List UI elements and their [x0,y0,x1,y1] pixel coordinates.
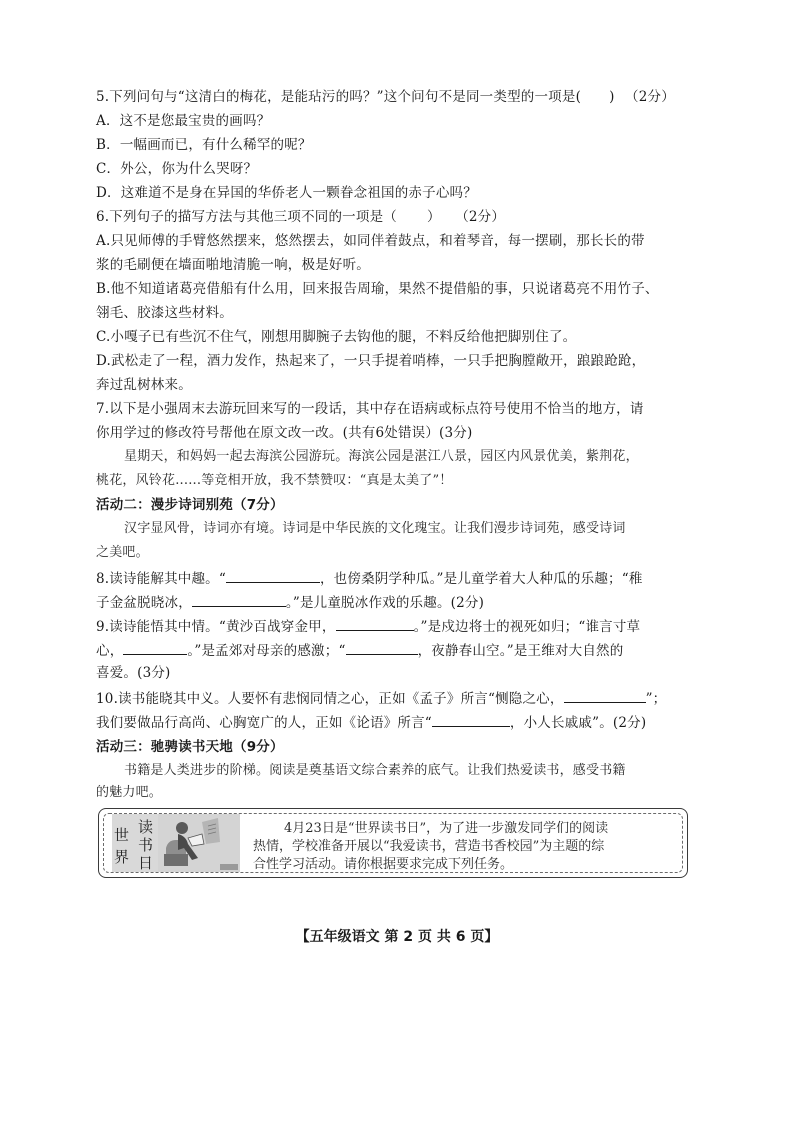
q7-passage-line: 星期天，和妈妈一起去海滨公园游玩。海滨公园是湛江八景，园区内风景优美，紫荆花， [124,449,639,464]
q6-stem-close: ） [426,209,441,225]
q8-text: 子金盆脱晓冰， [96,595,192,611]
world-book-day-logo [112,814,240,872]
q9-line-2 [96,640,623,660]
activity2-intro-line: 汉字显风骨，诗词亦有境。诗词是中华民族的文化瑰宝。让我们漫步诗词苑，感受诗词 [124,521,626,536]
q9-line-1 [96,616,640,636]
notice-line: 4月23日是“世界读书日”，为了进一步激发同学们的阅读 [284,821,609,836]
q8-line-1 [96,568,643,588]
q6-line: C.小嘎子已有些沉不住气，刚想用脚腕子去钩他的腿，不料反给他把脚别住了。 [96,329,577,345]
q10-text: 我们要做品行高尚、心胸宽广的人，正如《论语》所言“ [96,715,432,731]
q9-fill-blank-3[interactable] [346,640,418,655]
q8-text: ，也傍桑阴学种瓜。”是儿童学着大人种瓜的乐趣；“稚 [319,571,643,587]
q5-option-a: A．这不是您最宝贵的画吗？ [96,113,271,129]
reading-person-illustration [158,814,240,872]
q7-passage-line: 桃花，风铃花......等竞相开放，我不禁赞叹：“真是太美了”！ [96,473,453,488]
q6-line: 翎毛、胶漆这些材料。 [96,305,233,321]
notice-line: 热情，学校准备开展以“我爱读书，营造书香校园”为主题的综 [253,839,605,854]
q9-text: 。”是戍边将士的视死如归；“谁言寸草 [413,619,641,635]
q5-option-c: C．外公，你为什么哭呀？ [96,161,258,177]
q6-line: 浆的毛刷便在墙面啪地清脆一响，极是好听。 [96,257,370,273]
q6-line: A.只见师傅的手臂悠然摆来，悠然摆去，如同伴着鼓点，和着琴音，每一摆刷，那长长的带 [96,233,645,249]
q6-stem [96,208,505,226]
logo-char: 书 [138,836,154,854]
q8-text: 。”是儿童脱冰作戏的乐趣。(2分) [285,595,485,611]
q10-line-1 [96,688,666,708]
q6-line: D.武松走了一程，酒力发作，热起来了，一只手提着哨棒，一只手把胸膛敞开，踉踉跄跄， [96,353,646,369]
q9-text: 心， [96,643,124,659]
q6-score: （2分） [455,209,506,225]
logo-char: 读 [138,818,154,836]
q9-fill-blank-2[interactable] [123,640,187,655]
logo-char: 界 [114,848,130,866]
q9-text: 。”是孟郊对母亲的感激；“ [187,643,346,659]
activity3-intro-line: 的魅力吧。 [96,785,163,800]
q9-fill-blank-1[interactable] [336,616,414,631]
q10-text: 10.读书能晓其中义。人要怀有悲悯同情之心，正如《孟子》所言“恻隐之心， [96,691,564,707]
q9-text: 9.读诗能悟其中情。“黄沙百战穿金甲， [96,619,336,635]
activity3-title: 活动三：驰骋读书天地（9分） [96,739,284,755]
notice-line: 合性学习活动。请你根据要求完成下列任务。 [253,857,514,872]
q7-line: 你用学过的修改符号帮他在原文改一改。(共有6处错误）(3分) [96,425,473,441]
q5-stem [96,88,675,106]
q5-stem-close: ) [609,89,615,105]
q10-text: ，小人长戚戚”。(2分) [509,715,647,731]
q8-line-2 [96,592,484,612]
activity2-intro-line: 之美吧。 [96,545,149,560]
q6-stem-text: 6.下列句子的描写方法与其他三项不同的一项是（ [96,209,397,225]
q6-line: B.他不知道诸葛亮借船有什么用，回来报告周瑜，果然不提借船的事，只说诸葛亮不用竹子、 [96,281,659,297]
q8-fill-blank-2[interactable] [192,592,286,607]
q10-text: ”； [645,691,667,707]
q10-line-2 [96,712,646,732]
q7-line: 7.以下是小强周末去游玩回来写的一段话，其中存在语病或标点符号使用不恰当的地方，请 [96,401,644,417]
q6-line: 奔过乱树林来。 [96,377,192,393]
q5-stem-text: 5.下列问句与“这清白的梅花，是能玷污的吗？”这个问句不是同一类型的一项是( [96,89,582,105]
q9-line-3: 喜爱。(3分) [96,665,171,681]
logo-char: 日 [138,854,154,872]
q10-fill-blank-2[interactable] [432,712,510,727]
page-footer: 【五年级语文 第 2 页 共 6 页】 [295,929,499,945]
q9-text: ，夜静春山空。”是王维对大自然的 [417,643,624,659]
activity2-title: 活动二：漫步诗词别苑（7分） [96,497,284,513]
q5-option-b: B．一幅画而已，有什么稀罕的呢？ [96,137,312,153]
logo-char: 世 [114,826,130,844]
q8-text: 8.读诗能解其中趣。“ [96,571,226,587]
q5-score: （2分） [625,89,675,105]
q10-fill-blank-1[interactable] [564,688,646,703]
q8-fill-blank-1[interactable] [226,568,320,583]
activity3-intro-line: 书籍是人类进步的阶梯。阅读是奠基语文综合素养的底气。让我们热爱读书，感受书籍 [124,763,626,778]
q5-option-d: D．这难道不是身在异国的华侨老人一颗眷念祖国的赤子心吗？ [96,185,477,201]
